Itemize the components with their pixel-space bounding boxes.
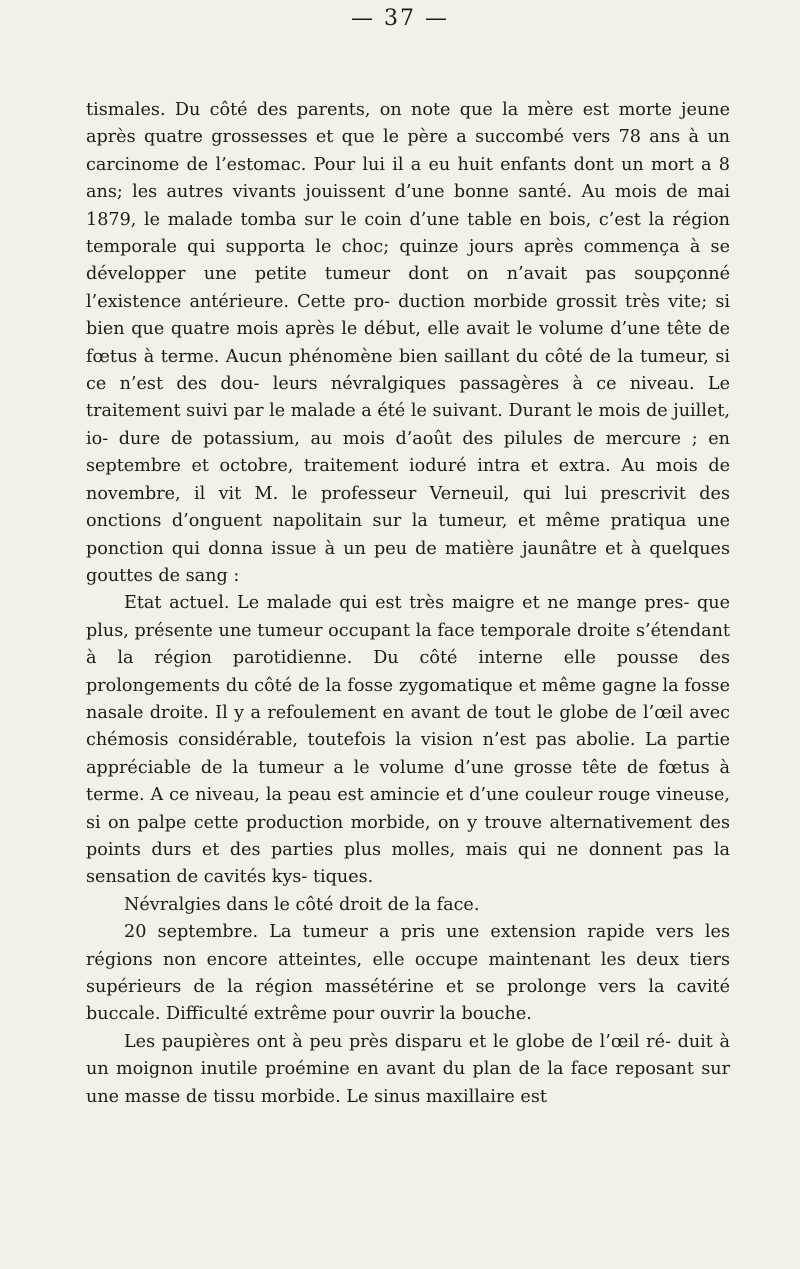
paragraph-current-state: Etat actuel. Le malade qui est très maigre et ne mange pres- que plus, présente une tumeur occupant la face temporale droite s’étendant à la région parotidienne. Du côté interne elle pousse des prolongements du côté de la fosse zygomatique et même gagne la fosse nasale droite. Il y a refoulement en avant de tout le globe de l’œil avec chémosis considérable, toutefois la vision n’est pas abolie. La partie appréciable de la tumeur a le volume d’une grosse tête de fœtus à terme. A ce niveau, la peau est amincie et d’une couleur rouge vineuse, si on palpe cette production morbide, on y trouve alternativement des points durs et des parties plus molles, mais qui ne donnent pas la sensation de cavités kys- tiques.: [86, 593, 730, 888]
paragraph-eyelids: Les paupières ont à peu près disparu et le globe de l’œil ré- duit à un moignon inutile proémine en avant du plan de la face reposant sur une masse de tissu morbide. Le sinus maxillaire est: [86, 1031, 730, 1107]
paragraph-september-20: 20 septembre. La tumeur a pris une extension rapide vers les régions non encore atteintes, elle occupe maintenant les deux tiers supérieurs de la région massétérine et se prolonge vers la cavité buccale. Difficulté extrême pour ouvrir la bouche.: [86, 922, 730, 1025]
paragraph-neuralgia: Névralgies dans le côté droit de la face.: [124, 894, 480, 915]
body-text: [86, 97, 730, 1111]
paragraph-family-history: tismales. Du côté des parents, on note que la mère est morte jeune après quatre grossesses et que le père a succombé vers 78 ans à un carcinome de l’estomac. Pour lui il a eu huit enfants dont un mort a 8 ans; les autres vivants jouissent d’une bonne santé. Au mois de mai 1879, le malade tomba sur le coin d’une table en bois, c’est la région temporale qui supporta le choc; quinze jours après commença à se développer une petite tumeur dont on n’avait pas soupçonné l’existence antérieure. Cette pro- duction morbide grossit très vite; si bien que quatre mois après le début, elle avait le volume d’une tête de fœtus à terme. Aucun phénomène bien saillant du côté de la tumeur, si ce n’est des dou- leurs névralgiques passagères à ce niveau. Le traitement suivi par le malade a été le suivant. Durant le mois de juillet, io- dure de potassium, au mois d’août des pilules de mercure ; en septembre et octobre, traitement ioduré intra et extra. Au mois de novembre, il vit M. le professeur Verneuil, qui lui prescrivit des onctions d’onguent napolitain sur la tumeur, et même pratiqua une ponction qui donna issue à un peu de matière jaunâtre et à quelques gouttes de sang :: [86, 100, 730, 586]
page-number: — 37 —: [351, 6, 449, 31]
